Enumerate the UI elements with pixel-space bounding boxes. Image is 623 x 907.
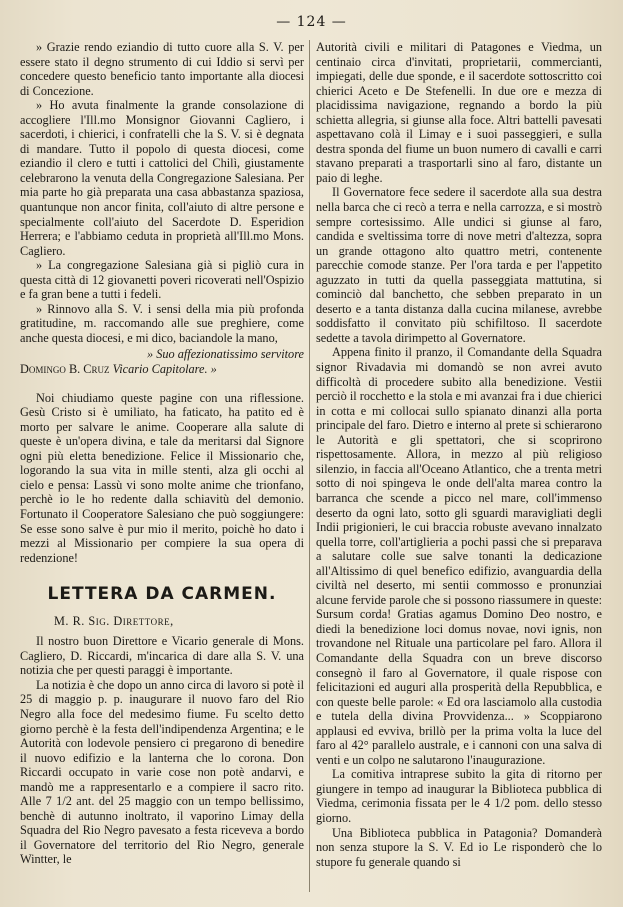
- body-paragraph: Autorità civili e militari di Patagones e Viedma, un centinaio circa d'invitati, proprietarii, commercianti, impiegati, delle due sponde, e il sacerdote sottoscritto coi chierici Aceto e De Stefenelli. In due ore e mezza di placidissima navigazione, regnando a bordo la più schietta allegria, si giunse alla foce. Altri battelli pavesati aspettavano colà il Limay e i suoi passeggieri, e sulla destra sponda del fiume un buon numero di cavalli e carri stavano preparati a trasportarli sino al faro, distante un paio di leghe.: [316, 40, 602, 185]
- carmen-paragraph: La notizia è che dopo un anno circa di lavoro si potè il 25 di maggio p. p. inaugurare il nuovo faro del Rio Negro alla foce del medesimo fiume. Fu scelto detto giorno perchè è la festa dell'indipendenza Argentina; e le Autorità con lodevole pensiero ci pregarono di benedire il nuovo edifizio e la lanterna che lo corona. Don Riccardi occupato in varie cose non potè andarvi, e mandò me a rappresentarlo e a compiere il sacro rito. Alle 7 1/2 ant. del 25 maggio con un tempo bellissimo, benchè di autunno inoltrato, il vaporino Limay della Squadra del Rio Negro pavesato a festa riceveva a bordo il Governatore del territorio del Rio Negro, generale Wintter, le: [20, 677, 304, 867]
- letter-paragraph: » Ho avuta finalmente la grande consolazione di accogliere l'Ill.mo Monsignor Giovanni Cagliero, i sacerdoti, i chierici, i confratelli che la S. V. si è degnata di mandare. Tutto il popolo di questa diocesi, come eziandio il clero e tutti i cattolici del Chilì, giustamente celebrarono la venuta della Congregazione Salesiana. Per mia parte ho già preparata una casa abbastanza spaziosa, quantunque non ancor finita, coll'aiuto di altre persone e specialmente coll'aiuto del Sacerdote D. Esperidion Herrera; e l'abbiamo ceduta in proprietà all'Ill.mo Mons. Cagliero.: [20, 98, 304, 258]
- body-paragraph: Il Governatore fece sedere il sacerdote alla sua destra nella barca che ci recò a terra e nella carrozza, e si mostrò sempre cortesissimo. Alle undici si giunse al faro, candida e sveltissima torre di nove metri d'altezza, sopra un grande ottagono alto quattro metri, contenente parecchie comode stanze. Per l'ora tarda e per l'appetito aguzzato in tutti da quella passeggiata mattutina, si cominciò dal banchetto, che sebben preparato in un deserto e a tanta distanza dalla cucina milanese, avrebbe soddisfatto il convitato più schifiltoso. Il sacerdote sedette a tavola dirimpetto al Governatore.: [316, 185, 602, 345]
- reflection-paragraph: Noi chiudiamo queste pagine con una riflessione. Gesù Cristo si è umiliato, ha faticato, ha patito ed è morto per salvare le anime. Cooperare alla salute di queste è un'opera divina, e tale da meritarsi dal Signore ogni più eletta benedizione. Felice il Missionario che, logorando la sua vita in mille stenti, alza gli occhi al cielo e pensa: Lassù vi sono molte anime che trionfano, perchè io le ho redente dalla schiavitù del demonio. Fortunato il Cooperatore Salesiano che può soggiungere: Se esse sono salve è pur mio il merito, poichè ho dato i mezzi al Missionario per compiere la sua opera di redenzione!: [20, 390, 304, 565]
- signature-name: Domingo B. Cruz: [20, 362, 110, 377]
- signature-line: [20, 362, 304, 377]
- left-column: [20, 40, 304, 867]
- right-column: [316, 40, 602, 869]
- letter-paragraph: » Grazie rendo eziandio di tutto cuore alla S. V. per essere stato il degno strumento di cui Iddio si servì per concedere questo beneficio tanto importante alla diocesi di Concezione.: [20, 40, 304, 98]
- letter-paragraph: » Rinnovo alla S. V. i sensi della mia più profonda gratitudine, m. raccomando alle sue preghiere, come anche questa diocesi, e mi dico, baciandole la mano,: [20, 301, 304, 345]
- column-divider: [309, 40, 310, 892]
- section-title: LETTERA DA CARMEN.: [47, 584, 277, 605]
- body-paragraph: Una Biblioteca pubblica in Patagonia? Domanderà non senza stupore la S. V. Ed io Le risponderò che lo stupore fu generale quando si: [316, 825, 602, 869]
- signature-closing: » Suo affezionatissimo servitore: [146, 347, 304, 362]
- signature-title: Vicario Capitolare. »: [112, 362, 217, 377]
- body-paragraph: Appena finito il pranzo, il Comandante della Squadra signor Rivadavia mi domandò se non avrei avuto difficoltà di procedere subito alla benedizione. Vestii perciò il rocchetto e la stola e mi avanzai fra i due chierici in cotta e mi collocai sullo spianato dinanzi alla porta principale del faro. Dietro e interno al prete si schierarono le Autorità e gli spettatori, che si scoprirono rispettosamente. Allora, in mezzo al più religioso silenzio, in faccia all'Oceano Atlantico, che a trenta metri sotto di noi spingeva le onde dell'alta marea contro la barranca che scende a picco nel mare, coll'immenso deserto da ogni lato, sotto gli sguardi maravigliati degli Indii prigionieri, le cui braccia robuste avevano innalzato quella torre, coll'artiglieria a pochi passi che si preparava a salutare colle sue salve tonanti la dedicazione all'Altissimo di quel benefico edifizio, avanguardia della civiltà nel deserto, mi sentii commosso e pronunziai alcune fervide parole che si possono riassumere in queste: Sursum corda! Gratias agamus Domino Deo nostro, e diedi la benedizione loci domus novae, novi ignis, non trovandone nel Rituale una particolare pel faro. Allora il Comandante della Squadra con un breve discorso consegnò il faro al Governatore, il quale rispose con felicitazioni ed auguri alla prosperità della Repubblica, e con queste belle parole: « Ed ora lasciamolo alla custodia e tutela della divina Provvidenza... » Scoppiarono applausi ed evviva, brillò per la prima volta la luce del faro al 42° parallelo australe, e i cannoni con una salva di venti e un colpo ne salutarono l'inaugurazione.: [316, 345, 602, 767]
- salutation: M. R. Sig. Direttore,: [54, 613, 174, 628]
- letter-paragraph: » La congregazione Salesiana già si pigliò cura in questa città di 12 giovanetti poveri ricoverati nell'Ospizio e fa gran bene a tutti i fedeli.: [20, 258, 304, 302]
- body-paragraph: La comitiva intraprese subito la gita di ritorno per giungere in tempo ad inaugurar la Biblioteca pubblica di Viedma, cerimonia fissata per le 4 1/2 pom. dello stesso giorno.: [316, 767, 602, 825]
- page-number: — 124 —: [276, 14, 347, 30]
- carmen-paragraph: Il nostro buon Direttore e Vicario generale di Mons. Cagliero, D. Riccardi, m'incarica di dare alla S. V. una notizia che per questi paraggi è importante.: [20, 634, 304, 678]
